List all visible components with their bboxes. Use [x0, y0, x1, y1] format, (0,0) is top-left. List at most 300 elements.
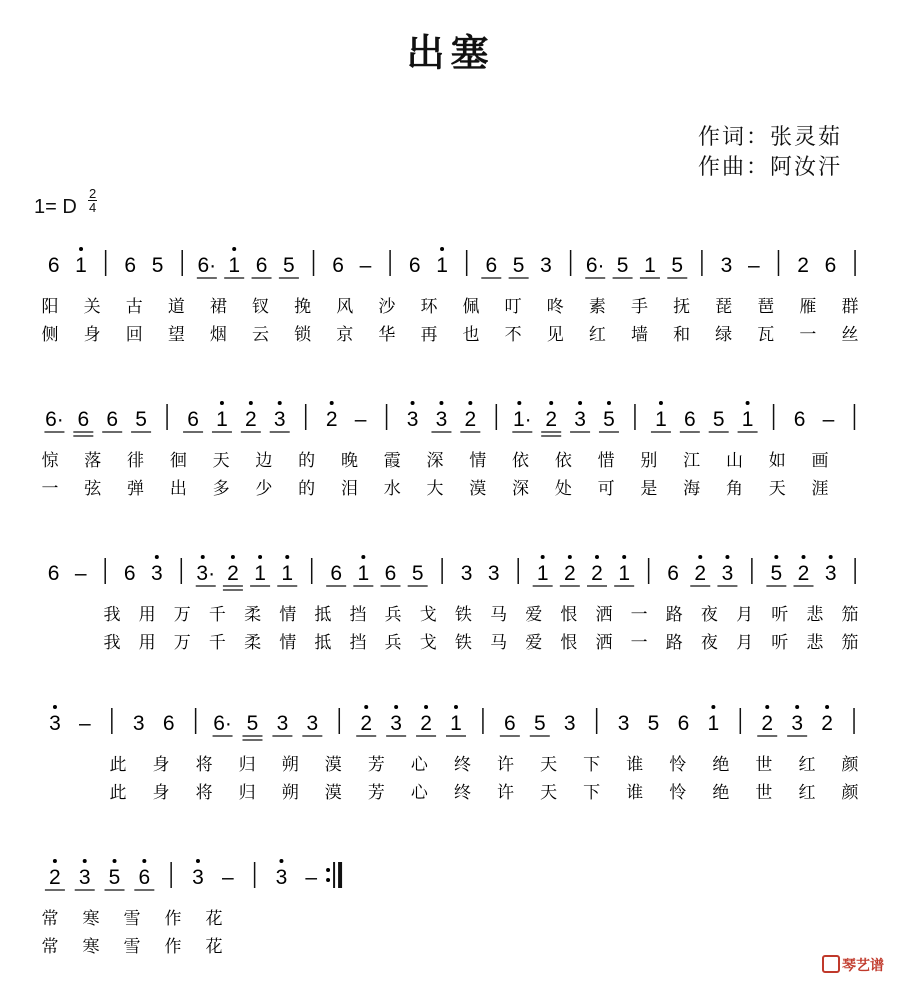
lyric-char: 深 — [512, 479, 530, 499]
lyric-char: 如 — [768, 451, 786, 471]
lyric-char: 身 — [83, 325, 101, 345]
octave-dot — [725, 555, 729, 559]
lyric-char: 可 — [597, 479, 615, 499]
lyric-char: 情 — [279, 633, 297, 653]
note-2-22: 1 — [618, 562, 631, 585]
note-1-5: 6 — [187, 408, 199, 431]
octave-dot — [231, 555, 235, 559]
note-0-3: 6 — [124, 254, 137, 277]
lyric-char: 晚 — [340, 451, 358, 471]
lyric-char: 红 — [588, 325, 606, 345]
lyric-char: 挡 — [349, 633, 367, 653]
octave-dot — [330, 401, 334, 405]
octave-dot — [568, 555, 572, 559]
lyric-char: 水 — [383, 479, 401, 499]
octave-dot — [279, 859, 283, 863]
lyric-char: 爱 — [525, 633, 543, 653]
lyric-char: 红 — [798, 783, 816, 803]
octave-dot — [517, 401, 521, 405]
lyric-char: 千 — [208, 633, 226, 653]
note-3-14: 1 — [450, 712, 462, 735]
note-0-26: 3 — [720, 254, 733, 277]
lyric-char: 叮 — [504, 297, 522, 317]
watermark-logo — [822, 955, 884, 975]
note-2-28: 5 — [770, 562, 783, 585]
lyric-char: 和 — [673, 325, 691, 345]
lyric-char: 雪 — [123, 937, 141, 957]
lyric-char: 路 — [665, 633, 683, 653]
note-0-30: 6 — [824, 254, 837, 277]
octave-dot — [541, 555, 545, 559]
note-3-13: 2 — [420, 712, 432, 735]
lyric-char: 环 — [420, 297, 438, 317]
lyric-char: 许 — [497, 783, 515, 803]
lyric-char: 柔 — [244, 633, 262, 653]
lyric-char: 芳 — [367, 755, 385, 775]
octave-dot — [698, 555, 702, 559]
lyric-char: 涯 — [811, 479, 829, 499]
lyric-char: 芳 — [367, 783, 385, 803]
note-3-7: 5 — [246, 712, 259, 735]
lyric-char: 霞 — [383, 451, 401, 471]
octave-dot — [411, 401, 415, 405]
lyric-char: 瓦 — [757, 325, 775, 345]
octave-dot — [249, 401, 253, 405]
lyric-char: 天 — [212, 451, 230, 471]
lyric-char: 回 — [125, 325, 143, 345]
lyric-char: 惜 — [597, 451, 615, 471]
lyric-char: 深 — [426, 451, 444, 471]
note-1-15: 2 — [464, 408, 477, 431]
octave-dot — [659, 401, 663, 405]
lyric-char: 此 — [109, 783, 127, 803]
lyric-char: 钗 — [252, 297, 270, 317]
lyric-char: 泪 — [340, 479, 358, 499]
lyric-char: 丝 — [841, 325, 859, 345]
octave-dot — [829, 555, 833, 559]
lyric-char: 悲 — [806, 633, 824, 653]
octave-dot — [424, 705, 428, 709]
note-2-12: 1 — [357, 562, 370, 585]
lyric-char: 古 — [125, 297, 143, 317]
note-1-25: 1 — [741, 408, 754, 431]
note-1-17: 1· — [512, 408, 532, 431]
lyric-char: 洒 — [595, 633, 613, 653]
note-4-1: 3 — [78, 866, 91, 889]
note-3-0: 3 — [49, 712, 61, 735]
lyric-char: 望 — [167, 325, 185, 345]
note-0-22: 5 — [616, 254, 629, 277]
lyric-char: 徘 — [127, 451, 145, 471]
octave-dot — [361, 555, 365, 559]
note-2-30: 3 — [824, 562, 837, 585]
lyric-char: 夜 — [700, 633, 718, 653]
lyric-char: 出 — [169, 479, 187, 499]
lyric-char: 心 — [410, 783, 428, 803]
octave-dot — [746, 401, 750, 405]
lyric-char: 马 — [490, 633, 508, 653]
lyric-char: 海 — [683, 479, 701, 499]
lyric-char: 墙 — [630, 325, 648, 345]
lyric-char: 也 — [462, 325, 480, 345]
note-4-6: – — [221, 866, 234, 889]
lyric-char: 柔 — [244, 605, 262, 625]
lyric-char: 抵 — [314, 633, 332, 653]
note-2-25: 2 — [694, 562, 707, 585]
lyric-char: 惊 — [41, 451, 59, 471]
lyric-char: 漠 — [324, 783, 342, 803]
note-2-14: 5 — [411, 562, 424, 585]
lyric-char: 边 — [255, 451, 273, 471]
lyric-char: 将 — [195, 783, 213, 803]
lyric-char: 许 — [497, 755, 515, 775]
lyric-char: 悲 — [806, 605, 824, 625]
note-2-7: 2 — [227, 562, 239, 585]
lyric-char: 依 — [554, 451, 572, 471]
lyric-char: 常 — [41, 937, 59, 957]
lyric-char: 画 — [811, 451, 829, 471]
lyric-char: 马 — [490, 605, 508, 625]
lyric-char: 作 — [164, 937, 182, 957]
octave-dot — [196, 859, 200, 863]
lyric-char: 此 — [109, 755, 127, 775]
octave-dot — [765, 705, 769, 709]
note-3-25: 2 — [761, 712, 774, 735]
lyric-char: 寒 — [82, 909, 100, 929]
lyric-char: 侧 — [41, 325, 59, 345]
note-1-27: 6 — [793, 408, 806, 431]
lyric-char: 一 — [41, 479, 59, 499]
lyric-char: 裙 — [209, 297, 227, 317]
octave-dot — [155, 555, 159, 559]
lyric-char: 作 — [164, 909, 182, 929]
lyric-char: 天 — [768, 479, 786, 499]
note-3-20: 3 — [617, 712, 630, 735]
note-4-9: – — [305, 866, 318, 889]
note-3-6: 6· — [213, 712, 232, 735]
note-0-6: 6· — [197, 254, 217, 277]
note-1-1: 6 — [77, 408, 90, 431]
note-1-6: 1 — [216, 408, 228, 431]
note-3-18: 3 — [563, 712, 576, 735]
note-4-3: 6 — [138, 866, 151, 889]
lyric-char: 兵 — [384, 633, 402, 653]
lyric-char: 再 — [420, 325, 438, 345]
lyric-char: 谁 — [626, 783, 644, 803]
note-3-11: 2 — [360, 712, 373, 735]
lyric-char: 是 — [640, 479, 658, 499]
lyric-char: 我 — [103, 633, 121, 653]
octave-dot — [468, 401, 472, 405]
lyric-char: 琶 — [757, 297, 775, 317]
lyric-char: 的 — [298, 479, 316, 499]
lyric-char: 情 — [469, 451, 487, 471]
lyric-char: 怜 — [669, 783, 687, 803]
lyric-char: 多 — [212, 479, 230, 499]
note-3-21: 5 — [647, 712, 660, 735]
octave-dot — [83, 859, 87, 863]
lyric-char: 漠 — [469, 479, 487, 499]
meter-top: 2 — [89, 186, 97, 201]
lyric-char: 江 — [683, 451, 701, 471]
lyric-char: 群 — [841, 297, 859, 317]
lyric-char: 身 — [152, 755, 170, 775]
lyric-char: 颜 — [841, 783, 859, 803]
octave-dot — [394, 705, 398, 709]
note-3-9: 3 — [306, 712, 319, 735]
note-0-17: 6 — [485, 254, 498, 277]
octave-dot — [285, 555, 289, 559]
lyric-char: 咚 — [546, 297, 564, 317]
note-0-21: 6· — [585, 254, 605, 277]
note-4-2: 5 — [108, 866, 121, 889]
note-1-0: 6· — [45, 408, 64, 431]
lyric-char: 手 — [630, 297, 648, 317]
lyric-char: 归 — [238, 783, 256, 803]
note-1-19: 3 — [574, 408, 586, 431]
lyric-char: 抚 — [673, 297, 691, 317]
lyric-char: 戈 — [419, 633, 437, 653]
lyric-char: 用 — [138, 605, 156, 625]
octave-dot — [258, 555, 262, 559]
octave-dot — [622, 555, 626, 559]
note-3-4: 6 — [162, 712, 175, 735]
note-0-4: 5 — [151, 254, 164, 277]
note-3-8: 3 — [276, 712, 289, 735]
octave-dot — [439, 401, 443, 405]
note-0-19: 3 — [540, 254, 552, 277]
note-2-6: 3· — [196, 562, 216, 585]
lyric-char: 恨 — [560, 633, 578, 653]
lyric-char: 花 — [205, 937, 223, 957]
note-1-20: 5 — [603, 408, 615, 431]
lyric-char: 月 — [736, 605, 754, 625]
note-1-23: 6 — [683, 408, 696, 431]
note-1-7: 2 — [244, 408, 257, 431]
lyric-char: 夜 — [700, 605, 718, 625]
octave-dot — [278, 401, 282, 405]
logo-icon — [822, 955, 840, 973]
lyric-char: 戈 — [419, 605, 437, 625]
lyric-char: 弹 — [127, 479, 145, 499]
lyric-char: 铁 — [454, 605, 472, 625]
octave-dot — [220, 401, 224, 405]
lyric-char: 颜 — [841, 755, 859, 775]
composer-credit: 作曲：阿汝汗 — [698, 155, 843, 180]
lyric-char: 京 — [336, 325, 354, 345]
note-0-14: 6 — [408, 254, 421, 277]
lyric-char: 关 — [83, 297, 101, 317]
note-1-8: 3 — [273, 408, 286, 431]
octave-dot — [795, 705, 799, 709]
lyric-char: 漠 — [324, 755, 342, 775]
lyric-char: 下 — [583, 783, 601, 803]
note-0-12: – — [359, 254, 372, 277]
lyric-char: 朔 — [281, 755, 299, 775]
lyric-char: 将 — [195, 755, 213, 775]
octave-dot — [201, 555, 205, 559]
note-1-10: 2 — [325, 408, 338, 431]
lyric-char: 月 — [736, 633, 754, 653]
lyric-char: 风 — [336, 297, 354, 317]
lyric-char: 绝 — [712, 755, 730, 775]
lyric-char: 道 — [167, 297, 185, 317]
lyric-char: 锁 — [294, 325, 312, 345]
lyric-char: 爱 — [525, 605, 543, 625]
note-1-11: – — [354, 408, 367, 431]
lyric-char: 听 — [771, 633, 789, 653]
octave-dot — [454, 705, 458, 709]
note-2-8: 1 — [254, 562, 266, 585]
note-3-3: 3 — [132, 712, 145, 735]
note-1-3: 5 — [135, 408, 147, 431]
lyric-char: 挡 — [349, 605, 367, 625]
lyric-char: 兵 — [384, 605, 402, 625]
lyric-char: 华 — [378, 325, 396, 345]
lyric-char: 万 — [173, 633, 191, 653]
note-0-9: 5 — [283, 254, 295, 277]
octave-dot — [113, 859, 117, 863]
note-4-8: 3 — [275, 866, 288, 889]
note-0-29: 2 — [797, 254, 809, 277]
note-1-24: 5 — [712, 408, 725, 431]
note-1-22: 1 — [655, 408, 667, 431]
note-2-19: 1 — [536, 562, 549, 585]
note-2-26: 3 — [721, 562, 734, 585]
lyric-char: 琵 — [715, 297, 733, 317]
lyric-char: 笳 — [841, 633, 859, 653]
octave-dot — [53, 859, 57, 863]
repeat-dot — [326, 878, 330, 882]
song-title: 出塞 — [406, 30, 495, 75]
note-2-24: 6 — [667, 562, 679, 585]
lyric-char: 处 — [554, 479, 572, 499]
repeat-dot — [326, 868, 330, 872]
note-3-1: – — [79, 712, 91, 735]
lyric-char: 弦 — [84, 479, 102, 499]
lyric-char: 常 — [41, 909, 59, 929]
octave-dot — [578, 401, 582, 405]
lyric-char: 抵 — [314, 605, 332, 625]
note-0-24: 5 — [671, 254, 684, 277]
note-0-18: 5 — [512, 254, 525, 277]
note-2-29: 2 — [797, 562, 810, 585]
lyric-char: 世 — [755, 783, 773, 803]
note-0-1: 1 — [75, 254, 87, 277]
note-3-23: 1 — [707, 712, 720, 735]
lyric-char: 终 — [453, 755, 471, 775]
lyric-char: 一 — [799, 325, 817, 345]
note-1-28: – — [822, 408, 835, 431]
lyric-char: 万 — [173, 605, 191, 625]
octave-dot — [802, 555, 806, 559]
lyric-char: 铁 — [454, 633, 472, 653]
note-0-23: 1 — [644, 254, 656, 277]
lyric-char: 不 — [504, 325, 522, 345]
lyric-char: 雪 — [123, 909, 141, 929]
lyric-char: 心 — [410, 755, 428, 775]
lyric-char: 情 — [279, 605, 297, 625]
note-2-20: 2 — [563, 562, 576, 585]
octave-dot — [825, 705, 829, 709]
lyric-char: 一 — [630, 633, 648, 653]
lyricist-credit: 作词：张灵茹 — [698, 125, 843, 150]
octave-dot — [711, 705, 715, 709]
lyric-char: 朔 — [281, 783, 299, 803]
note-1-2: 6 — [106, 408, 119, 431]
octave-dot — [607, 401, 611, 405]
note-3-12: 3 — [390, 712, 402, 735]
lyric-char: 山 — [725, 451, 743, 471]
note-2-13: 6 — [384, 562, 397, 585]
octave-dot — [549, 401, 553, 405]
note-2-17: 3 — [487, 562, 500, 585]
lyric-char: 云 — [252, 325, 270, 345]
lyric-char: 一 — [630, 605, 648, 625]
lyric-char: 沙 — [378, 297, 396, 317]
watermark-text: 琴艺谱 — [842, 958, 884, 974]
octave-dot — [364, 705, 368, 709]
note-1-13: 3 — [406, 408, 419, 431]
note-0-8: 6 — [255, 254, 268, 277]
lyric-char: 别 — [640, 451, 658, 471]
lyric-char: 的 — [298, 451, 316, 471]
octave-dot — [232, 247, 236, 251]
meter-bottom: 4 — [89, 200, 97, 215]
lyric-char: 寒 — [82, 937, 100, 957]
note-1-14: 3 — [435, 408, 448, 431]
lyric-char: 听 — [771, 605, 789, 625]
lyric-char: 挽 — [294, 297, 312, 317]
lyric-char: 下 — [583, 755, 601, 775]
lyric-char: 落 — [84, 451, 102, 471]
note-2-1: – — [74, 562, 87, 585]
note-2-0: 6 — [47, 562, 60, 585]
note-1-18: 2 — [545, 408, 558, 431]
note-2-16: 3 — [460, 562, 473, 585]
note-2-9: 1 — [281, 562, 294, 585]
note-3-27: 2 — [821, 712, 833, 735]
lyric-char: 天 — [540, 783, 558, 803]
note-2-21: 2 — [591, 562, 603, 585]
note-3-17: 5 — [533, 712, 546, 735]
note-4-0: 2 — [49, 866, 61, 889]
key-signature: 1= D — [34, 196, 77, 218]
note-2-11: 6 — [330, 562, 343, 585]
lyric-char: 千 — [208, 605, 226, 625]
lyric-char: 绝 — [712, 783, 730, 803]
note-3-26: 3 — [791, 712, 804, 735]
note-2-3: 6 — [123, 562, 136, 585]
lyric-char: 徊 — [169, 451, 187, 471]
lyric-char: 路 — [665, 605, 683, 625]
lyric-char: 恨 — [560, 605, 578, 625]
lyric-char: 烟 — [209, 325, 227, 345]
note-2-4: 3 — [150, 562, 163, 585]
lyric-char: 见 — [546, 325, 564, 345]
lyric-char: 角 — [725, 479, 743, 499]
lyric-char: 素 — [588, 297, 606, 317]
octave-dot — [440, 247, 444, 251]
note-0-7: 1 — [228, 254, 241, 277]
octave-dot — [53, 705, 57, 709]
lyric-char: 天 — [540, 755, 558, 775]
octave-dot — [142, 859, 146, 863]
lyric-char: 佩 — [462, 297, 480, 317]
lyric-char: 依 — [512, 451, 530, 471]
lyric-char: 花 — [205, 909, 223, 929]
lyric-char: 身 — [152, 783, 170, 803]
